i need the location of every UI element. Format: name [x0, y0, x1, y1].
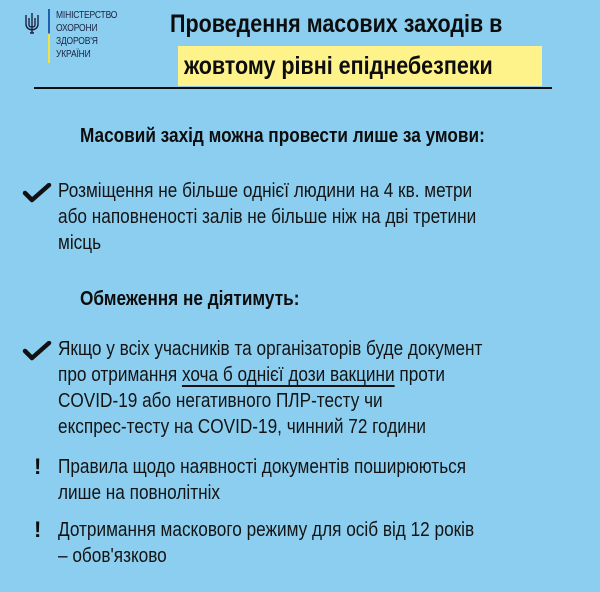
title-line-2: жовтому рівні епіднебезпеки	[184, 52, 493, 80]
underlined-emphasis: хоча б однієї дози вакцини	[181, 364, 395, 386]
logo-line: ОХОРОНИ	[56, 23, 98, 34]
note-text: Дотримання маскового режиму для осіб від 12 років – обов'язково	[58, 519, 475, 567]
trident-icon	[24, 12, 40, 34]
list-item-text: Якщо у всіх учасників та організаторів буде документ про отримання хоча б однієї дози вакцини проти COVID-19 або негативного ПЛР-тесту чи експрес-тесту на COVID-19, чинний 72 години	[58, 338, 483, 438]
section-heading-exceptions: Обмеження не діятимуть:	[80, 288, 300, 310]
logo-text	[56, 6, 128, 61]
logo-divider	[48, 9, 50, 63]
logo-line: УКРАЇНИ	[56, 49, 91, 60]
note-text: Правила щодо наявності документів поширюються лише на повнолітніх	[58, 456, 467, 504]
checkmark-icon	[22, 341, 52, 361]
title-line-1: Проведення масових заходів в	[170, 10, 503, 38]
ministry-logo	[24, 6, 128, 63]
page-title	[164, 8, 584, 80]
list-item-text: Розміщення не більше однієї людини на 4 кв. метри або наповненості залів не більше ніж на дві третини місць	[58, 180, 477, 254]
section-heading-conditions: Масовий захід можна провести лише за умови:	[80, 125, 485, 147]
exclamation-icon: !	[34, 517, 42, 542]
exclamation-icon: !	[34, 454, 42, 479]
logo-line: МІНІСТЕРСТВО	[56, 10, 118, 21]
title-divider	[34, 87, 552, 89]
logo-line: ЗДОРОВ'Я	[56, 36, 98, 47]
checkmark-icon	[22, 183, 52, 203]
